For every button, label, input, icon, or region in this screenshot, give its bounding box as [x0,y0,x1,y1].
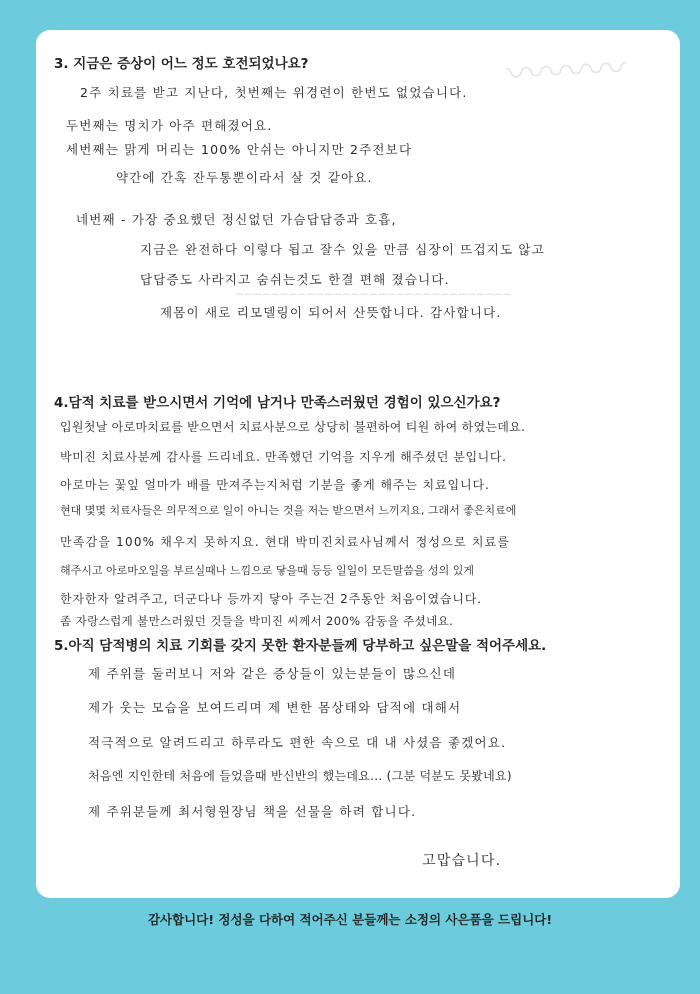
q5-answer-line: 적극적으로 알려드리고 하루라도 편한 속으로 대 내 사셨음 좋겠어요. [88,735,507,750]
q3-answer-line: 답답증도 사라지고 숨쉬는것도 한결 편해 졌습니다. [140,272,450,287]
q3-answer-line: 약간에 간혹 잔두통뿐이라서 살 것 같아요. [116,170,373,185]
q4-answer-line: 한자한자 알려주고, 더군다나 등까지 닿아 주는건 2주동안 처음이였습니다. [60,592,482,606]
q3-answer-line: 제몸이 새로 리모델링이 되어서 산뜻합니다. 감사합니다. [160,305,502,320]
q3-answer-line: 세번째는 맑게 머리는 100% 안쉬는 아니지만 2주전보다 [66,142,413,157]
q4-answer-line: 현대 몇몇 치료사들은 의무적으로 일이 아니는 것을 저는 받으면서 느끼지요, 그래서 좋은치료에 [60,504,517,517]
q5-signoff: 고맙습니다. [422,853,502,869]
q3-answer-line: 2주 치료를 받고 지난다, 첫번째는 위경련이 한번도 없었습니다. [80,85,468,100]
question-4: 4.담적 치료를 받으시면서 기억에 남거나 만족스러웠던 경험이 있으신가요? [54,395,501,411]
q4-answer-line: 아로마는 꽃잎 얼마가 배를 만져주는지처럼 기분을 좋게 해주는 치료입니다. [60,478,490,492]
bleed-through-artwork: ▔▔▔▔▔▔▔▔▔▔▔▔▔▔▔▔▔▔▔▔▔▔▔▔▔▔▔▔▔▔▔ [236,295,513,305]
q4-answer-line: 만족감을 100% 채우지 못하지요. 현대 박미진치료사님께서 정성으로 치료를 [60,535,511,549]
q5-answer-line: 제 주위를 둘러보니 저와 같은 증상들이 있는분들이 많으신데 [88,666,457,681]
q5-answer-line: 처음엔 지인한테 처음에 들었을때 반신반의 했는데요... (그분 덕분도 못봤네요) [88,769,512,783]
q3-answer-line: 두번째는 명치가 아주 편해졌어요. [66,118,273,133]
question-5: 5.아직 담적병의 치료 기회를 갖지 못한 환자분들께 당부하고 싶은말을 적어주세요. [54,638,547,654]
q4-answer-line: 해주시고 아로마오일을 부르실때나 느낌으로 닿을때 등등 일일이 모든말씀을 성의 있게 [60,564,475,577]
footer-note: 감사합니다! 정성을 다하여 적어주신 분들께는 소정의 사은품을 드립니다! [147,912,553,927]
q5-answer-line: 제가 웃는 모습을 보여드리며 제 변한 몸상태와 담적에 대해서 [88,700,462,715]
q4-answer-line: 좀 자랑스럽게 불만스러웠던 것들을 박미진 씨께서 200% 감동을 주셨네요. [60,614,454,628]
question-3: 3. 지금은 증상이 어느 정도 호전되었나요? [54,56,309,72]
q5-answer-line: 제 주위분들께 최서형원장님 책을 선물을 하려 합니다. [88,804,417,819]
q3-answer-line: 지금은 완전하다 이렇다 됩고 잘수 있을 만큼 심장이 뜨겁지도 않고 [140,242,545,257]
q4-answer-line: 입원첫날 아로마치료를 받으면서 치료사분으로 상당히 불편하여 티원 하여 하였는데요. [60,420,526,434]
bleed-through-artwork: 〰〰〰 [505,45,628,99]
survey-sheet [36,30,680,898]
q4-answer-line: 박미진 치료사분께 감사를 드리네요. 만족했던 기억을 지우게 해주셨던 분입니다. [60,450,507,464]
q3-answer-line: 네번째 - 가장 중요했던 정신없던 가슴답답증과 호흡, [76,212,397,227]
